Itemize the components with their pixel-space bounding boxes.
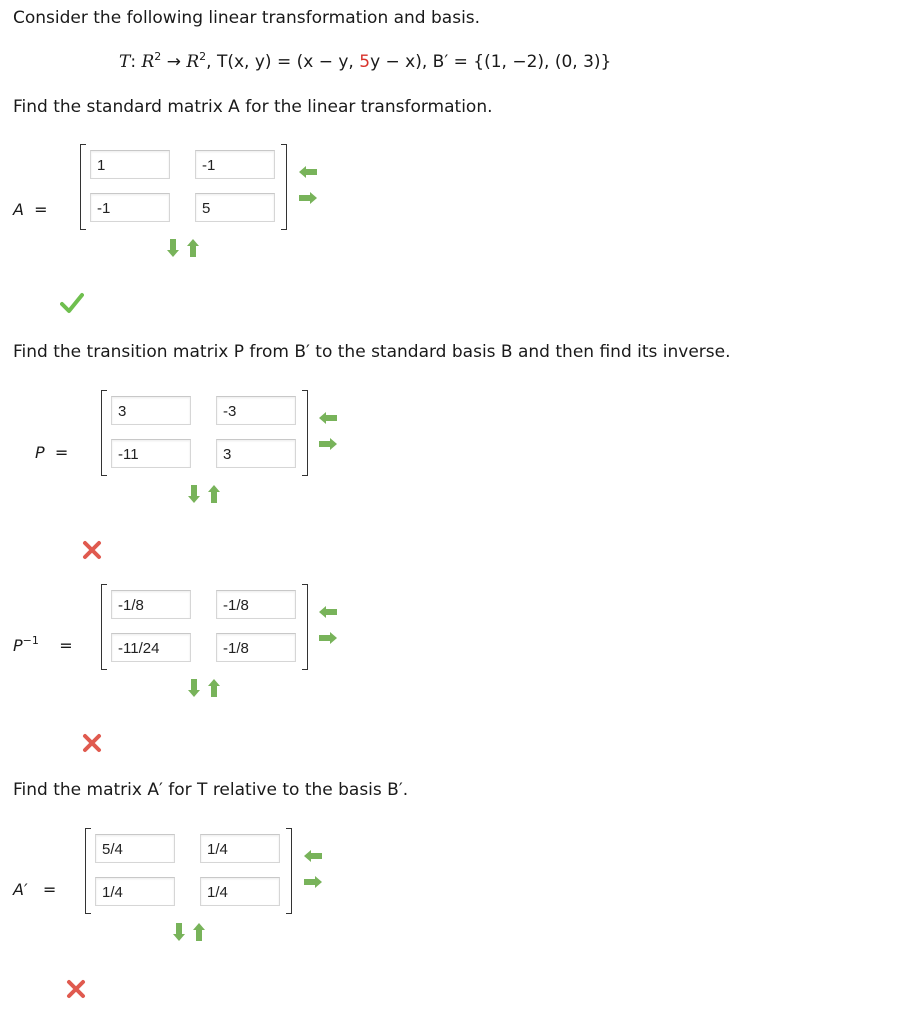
q3-bracket-right (302, 584, 308, 670)
q3-cell-r1c1[interactable]: -1/8 (111, 590, 191, 619)
q2-label-var: P (35, 443, 45, 462)
arrow-right-icon[interactable] (303, 875, 323, 889)
q3-cell-r2c1[interactable]: -11/24 (111, 633, 191, 662)
q2-bracket-left (101, 390, 107, 476)
cross-icon (66, 979, 86, 999)
eq-domain-exp: 2 (154, 50, 162, 63)
arrow-up-icon[interactable] (186, 238, 200, 258)
arrow-right-icon[interactable] (318, 437, 338, 451)
checkmark-icon (60, 292, 84, 314)
q2-label-eq: = (54, 443, 69, 462)
equation-line: T: $R^2 \to R^2$, T(x, y) = (x − y, 5y − x), B′ = {(1, −2), (0, 3)} (119, 50, 612, 72)
q3-label-eq: = (59, 636, 73, 655)
q2-prompt: Find the transition matrix P from B′ to the standard basis B and then find its inverse. (13, 342, 731, 362)
q1-label-var: A (13, 200, 24, 219)
q4-label-eq: = (42, 880, 57, 899)
arrow-up-icon[interactable] (207, 484, 221, 504)
arrow-right-icon[interactable] (298, 191, 318, 205)
eq-domain: R (141, 52, 155, 72)
q1-cell-r2c2[interactable]: 5 (195, 193, 275, 222)
eq-rule-rhs: y − x), B′ = {(1, −2), (0, 3)} (370, 52, 612, 72)
q1-label-eq: = (34, 200, 48, 219)
arrow-left-icon[interactable] (318, 411, 338, 425)
q1-bracket-left (80, 144, 86, 230)
cross-icon (82, 733, 102, 753)
q1-cell-r1c2[interactable]: -1 (195, 150, 275, 179)
q4-label (13, 880, 56, 899)
q2-cell-r1c2[interactable]: -3 (216, 396, 296, 425)
cross-icon (82, 540, 102, 560)
eq-codomain: R (186, 52, 200, 72)
arrow-down-icon[interactable] (172, 922, 186, 942)
q4-cell-r1c1[interactable]: 5/4 (95, 834, 175, 863)
q2-cell-r2c2[interactable]: 3 (216, 439, 296, 468)
arrow-down-icon[interactable] (187, 678, 201, 698)
intro-text: Consider the following linear transformation and basis. (13, 8, 481, 28)
q4-cell-r1c2[interactable]: 1/4 (200, 834, 280, 863)
q4-cell-r2c2[interactable]: 1/4 (200, 877, 280, 906)
arrow-left-icon[interactable] (298, 165, 318, 179)
q3-cell-r1c2[interactable]: -1/8 (216, 590, 296, 619)
q4-bracket-left (85, 828, 91, 914)
q3-bracket-left (101, 584, 107, 670)
arrow-left-icon[interactable] (318, 605, 338, 619)
eq-t: T (119, 52, 131, 72)
arrow-down-icon[interactable] (166, 238, 180, 258)
eq-codomain-exp: 2 (199, 50, 207, 63)
eq-arrow: → (166, 52, 181, 72)
arrow-up-icon[interactable] (207, 678, 221, 698)
q2-bracket-right (302, 390, 308, 476)
arrow-down-icon[interactable] (187, 484, 201, 504)
q4-cell-r2c1[interactable]: 1/4 (95, 877, 175, 906)
q1-cell-r1c1[interactable]: 1 (90, 150, 170, 179)
q1-prompt: Find the standard matrix A for the linear transformation. (13, 97, 493, 117)
q2-cell-r1c1[interactable]: 3 (111, 396, 191, 425)
q1-bracket-right (281, 144, 287, 230)
q2-label (35, 443, 68, 462)
q4-bracket-right (286, 828, 292, 914)
q2-cell-r2c1[interactable]: -11 (111, 439, 191, 468)
q3-label (13, 636, 73, 655)
eq-coef-5: 5 (359, 52, 371, 72)
q1-cell-r2c1[interactable]: -1 (90, 193, 170, 222)
arrow-left-icon[interactable] (303, 849, 323, 863)
q1-label (13, 200, 48, 219)
q3-label-var: P (13, 636, 23, 655)
eq-rule-lhs: , T(x, y) = (x − y, (206, 52, 360, 72)
q3-label-exp: −1 (22, 634, 39, 647)
q3-cell-r2c2[interactable]: -1/8 (216, 633, 296, 662)
arrow-up-icon[interactable] (192, 922, 206, 942)
arrow-right-icon[interactable] (318, 631, 338, 645)
q4-prompt: Find the matrix A′ for T relative to the basis B′. (13, 780, 409, 800)
q4-label-var: A′ (13, 880, 28, 899)
